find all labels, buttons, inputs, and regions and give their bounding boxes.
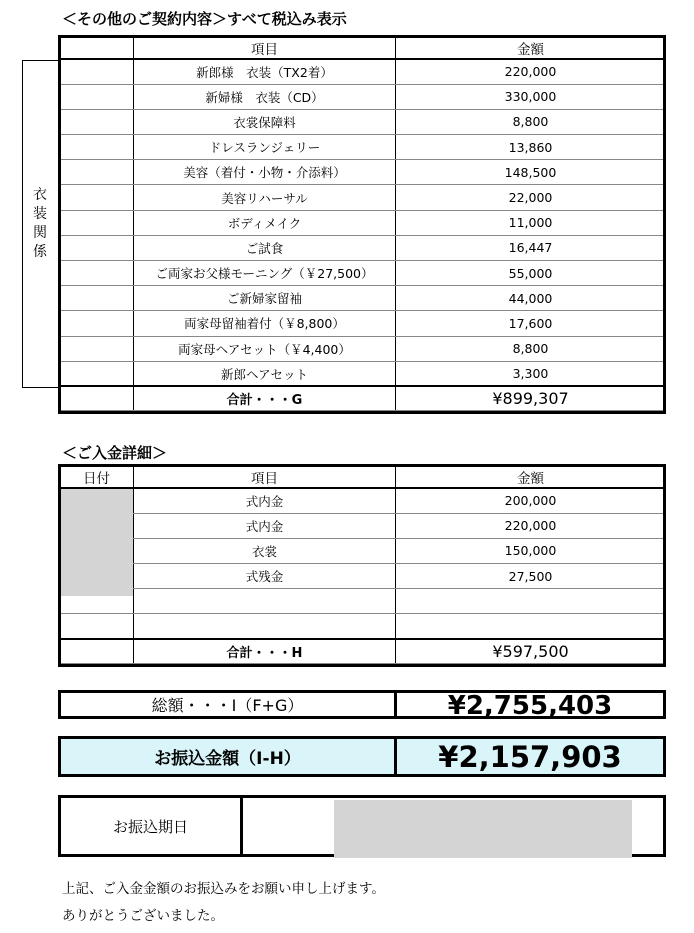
payment-header-row	[60, 466, 666, 488]
contract-amount: 13,860	[396, 135, 666, 160]
payment-total-blank	[60, 639, 134, 663]
contract-row	[60, 361, 666, 386]
redacted-dates	[61, 489, 133, 596]
contract-row	[60, 160, 666, 185]
contract-side-cell	[60, 84, 134, 109]
contract-section-title: ＜その他のご契約内容＞すべて税込み表示	[62, 10, 347, 28]
payment-amount: 200,000	[396, 488, 666, 513]
contract-item: 美容（着付・小物・介添料）	[134, 160, 396, 185]
contract-amount: 8,800	[396, 336, 666, 361]
contract-side-cell	[60, 185, 134, 210]
payment-header-date: 日付	[60, 466, 134, 488]
payment-amount	[396, 614, 666, 639]
contract-amount: 16,447	[396, 235, 666, 260]
redacted-due-date	[334, 800, 632, 858]
payment-item	[134, 589, 396, 614]
closing-message-line1: 上記、ご入金金額のお振込みをお願い申し上げます。	[62, 881, 385, 897]
contract-item: 衣裳保障料	[134, 109, 396, 134]
grand-total-amount: ¥2,755,403	[447, 690, 613, 721]
contract-side-cell	[60, 286, 134, 311]
payment-item: 式残金	[134, 564, 396, 589]
contract-row	[60, 59, 666, 84]
contract-amount: 330,000	[396, 84, 666, 109]
payment-total-label: 合計・・・H	[134, 639, 396, 663]
contract-header-blank	[60, 37, 134, 59]
contract-row	[60, 235, 666, 260]
contract-side-cell	[60, 210, 134, 235]
contract-header-amount: 金額	[396, 37, 666, 59]
contract-side-cell	[60, 235, 134, 260]
contract-row	[60, 185, 666, 210]
contract-item: ドレスランジェリー	[134, 135, 396, 160]
transfer-amount-value: ¥2,157,903	[438, 739, 622, 774]
contract-item: 新婦様 衣装（CD）	[134, 84, 396, 109]
payment-table	[59, 466, 666, 664]
contract-side-cell	[60, 109, 134, 134]
payment-item: 式内金	[134, 513, 396, 538]
contract-item: 両家母留袖着付（￥8,800）	[134, 311, 396, 336]
contract-row	[60, 336, 666, 361]
contract-total-amount: ¥899,307	[396, 386, 666, 410]
payment-amount	[396, 589, 666, 614]
contract-item: ご両家お父様モーニング（￥27,500）	[134, 261, 396, 286]
contract-row	[60, 210, 666, 235]
contract-row	[60, 286, 666, 311]
contract-amount: 11,000	[396, 210, 666, 235]
contract-amount: 55,000	[396, 261, 666, 286]
closing-message-line2: ありがとうございました。	[62, 908, 224, 924]
contract-amount: 148,500	[396, 160, 666, 185]
contract-header-row	[60, 37, 666, 59]
payment-item: 衣裳	[134, 538, 396, 563]
contract-item: ボディメイク	[134, 210, 396, 235]
contract-side-cell	[60, 261, 134, 286]
contract-row	[60, 84, 666, 109]
contract-amount: 44,000	[396, 286, 666, 311]
payment-amount: 220,000	[396, 513, 666, 538]
payment-header-amount: 金額	[396, 466, 666, 488]
contract-side-cell	[60, 160, 134, 185]
contract-item: ご試食	[134, 235, 396, 260]
contract-amount: 220,000	[396, 59, 666, 84]
contract-total-label: 合計・・・G	[134, 386, 396, 410]
contract-amount: 3,300	[396, 361, 666, 386]
contract-side-cell	[60, 59, 134, 84]
due-date-label: お振込期日	[61, 798, 243, 854]
payment-row	[60, 488, 666, 513]
contract-total-row	[60, 386, 666, 410]
contract-side-cell	[60, 135, 134, 160]
contract-header-item: 項目	[134, 37, 396, 59]
contract-item: ご新婦家留袖	[134, 286, 396, 311]
transfer-amount-box	[58, 736, 666, 777]
payment-row	[60, 538, 666, 563]
contract-row	[60, 261, 666, 286]
side-label-costume: 衣 装 関 係	[33, 187, 47, 260]
transfer-amount-label: お振込金額（I-H）	[61, 739, 397, 774]
contract-amount: 17,600	[396, 311, 666, 336]
payment-row	[60, 513, 666, 538]
payment-item: 式内金	[134, 488, 396, 513]
contract-item: 新郎様 衣装（TX2着）	[134, 59, 396, 84]
grand-total-label: 総額・・・I（F+G）	[61, 693, 397, 716]
payment-date-cell	[60, 614, 134, 639]
payment-item	[134, 614, 396, 639]
contract-row	[60, 109, 666, 134]
contract-item: 新郎ヘアセット	[134, 361, 396, 386]
contract-row	[60, 311, 666, 336]
contract-total-blank	[60, 386, 134, 410]
contract-table	[59, 37, 666, 411]
payment-section-title: ＜ご入金詳細＞	[62, 444, 168, 462]
payment-row	[60, 589, 666, 614]
contract-amount: 8,800	[396, 109, 666, 134]
contract-amount: 22,000	[396, 185, 666, 210]
payment-total-row	[60, 639, 666, 663]
contract-side-cell	[60, 336, 134, 361]
payment-amount: 27,500	[396, 564, 666, 589]
payment-header-item: 項目	[134, 466, 396, 488]
contract-row	[60, 135, 666, 160]
payment-amount: 150,000	[396, 538, 666, 563]
payment-total-amount: ¥597,500	[396, 639, 666, 663]
payment-row	[60, 564, 666, 589]
contract-item: 両家母ヘアセット（￥4,400）	[134, 336, 396, 361]
grand-total-box	[58, 690, 666, 719]
contract-item: 美容リハーサル	[134, 185, 396, 210]
contract-side-cell	[60, 361, 134, 386]
payment-row	[60, 614, 666, 639]
contract-side-cell	[60, 311, 134, 336]
